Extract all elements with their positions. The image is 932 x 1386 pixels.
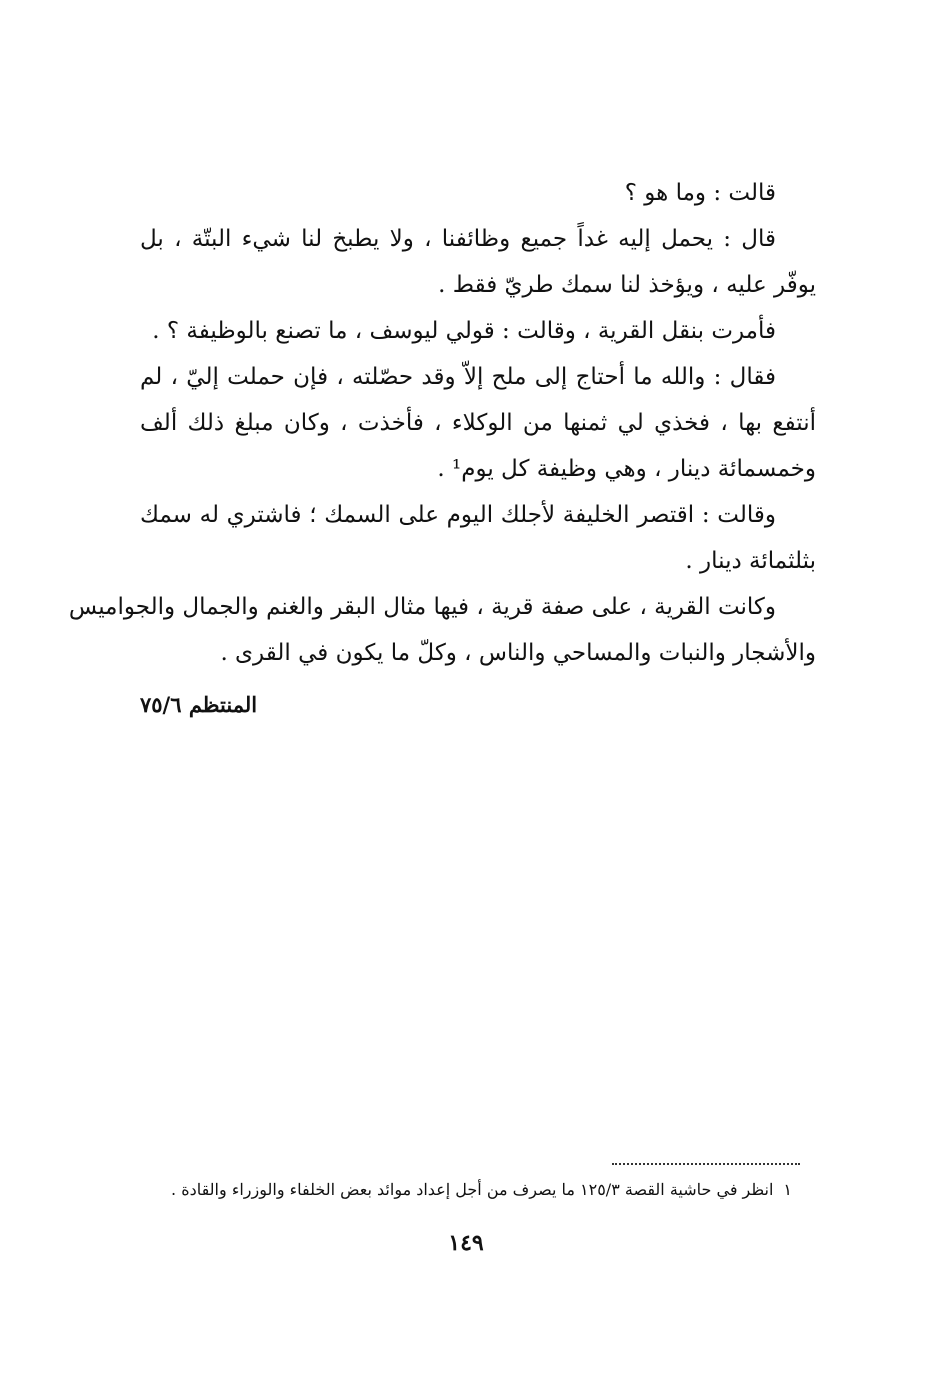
text-line: فأمرت بنقل القرية ، وقالت : قولي ليوسف ، ما تصنع بالوظيفة ؟ .	[152, 318, 776, 344]
source-citation: المنتظم ٧٥/٦	[140, 692, 258, 717]
text-line: قال : يحمل إليه غداً جميع وظائفنا ، ولا يطبخ لنا شيء البتّة ، بل	[140, 226, 776, 252]
footnote-divider	[612, 1163, 800, 1165]
text-line: أنتفع بها ، فخذي لي ثمنها من الوكلاء ، فأخذت ، وكان مبلغ ذلك ألف	[140, 410, 816, 436]
text-line: وكانت القرية ، على صفة قرية ، فيها مثال البقر والغنم والجمال والجواميس	[68, 594, 776, 620]
main-text	[68, 170, 816, 676]
text-line: يوفّر عليه ، ويؤخذ لنا سمك طريّ فقط .	[438, 272, 816, 298]
text-line: بثلثمائة دينار .	[685, 548, 816, 574]
page-number: ١٤٩	[448, 1230, 484, 1256]
footnote-text: انظر في حاشية القصة ١٢٥/٣ ما يصرف من أجل إعداد موائد بعض الخلفاء والوزراء والقادة .	[171, 1180, 774, 1199]
footnote	[130, 1180, 792, 1199]
text-line: وخمسمائة دينار ، وهي وظيفة كل يوم¹ .	[437, 456, 816, 482]
text-line: قالت : وما هو ؟	[624, 180, 776, 206]
footnote-number: ١	[783, 1180, 792, 1199]
text-line: والأشجار والنبات والمساحي والناس ، وكلّ ما يكون في القرى .	[220, 640, 816, 666]
text-line: وقالت : اقتصر الخليفة لأجلك اليوم على السمك ؛ فاشتري له سمك	[140, 502, 776, 528]
text-line: فقال : والله ما أحتاج إلى ملح إلاّ وقد حصّلته ، فإن حملت إليّ ، لم	[140, 364, 776, 390]
